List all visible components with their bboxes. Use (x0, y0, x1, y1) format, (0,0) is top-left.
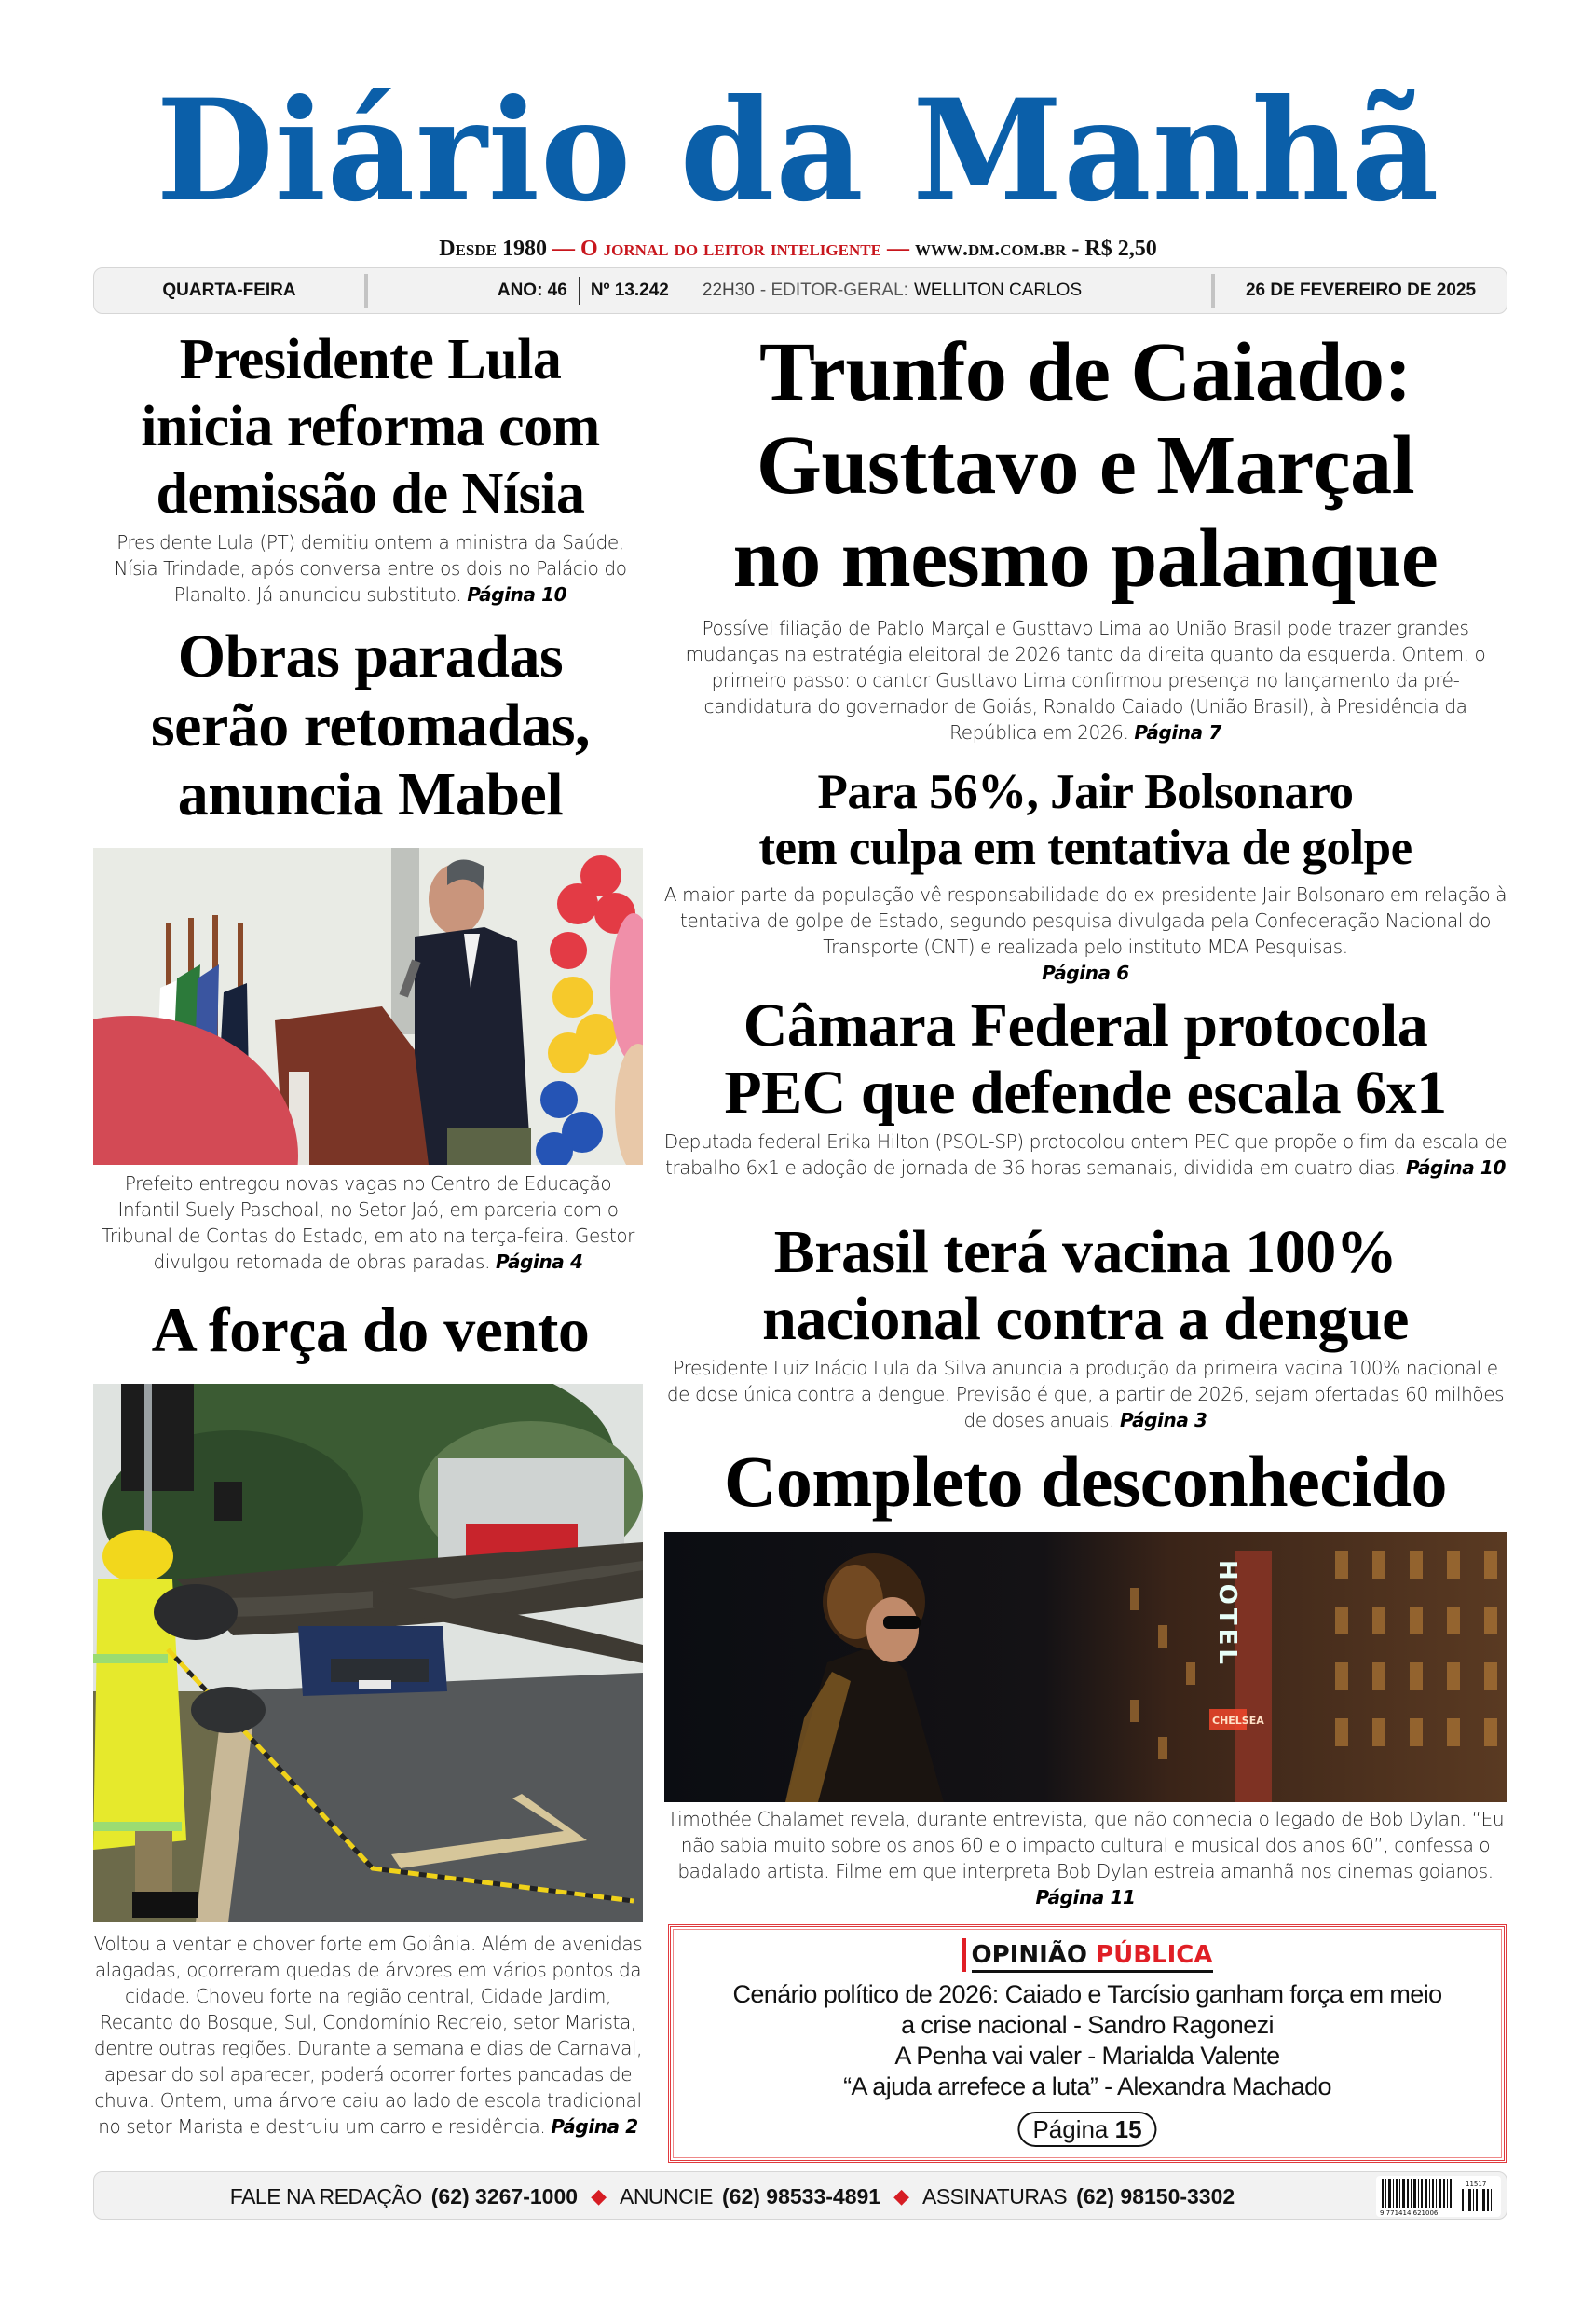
edition-info-bar (93, 267, 1507, 314)
contact-list (94, 2172, 1371, 2221)
tagline (0, 233, 1596, 265)
editor-label: - EDITOR-GERAL: (759, 280, 908, 300)
headline-line: nacional contra a dengue (762, 1285, 1409, 1353)
summary-text: Presidente Lula (PT) demitiu ontem a ministra da Saúde, Nísia Trindade, após conversa entre os dois no Palácio do Planalto. Já anunciou substituto. (114, 531, 627, 606)
summary-text: Possível filiação de Pablo Marçal e Gusttavo Lima ao União Brasil pode trazer grandes mudanças na estratégia eleitoral de 2026 tanto da direita quanto da esquerda. Ontem, o primeiro passo: o cantor Gusttavo Lima confirmou presença no lançamento da pré-candidatura do governador de Goiás, Ronaldo Caiado (União Brasil), à Presidência da República em 2026. (685, 617, 1486, 744)
title-part2: PÚBLICA (1096, 1941, 1213, 1969)
subs-phone[interactable]: (62) 98150-3302 (1076, 2183, 1235, 2208)
headline-line: demissão de Nísia (156, 462, 585, 526)
page-link[interactable]: Página 7 (1134, 721, 1221, 744)
headline-line: Obras paradas (177, 622, 564, 691)
headline[interactable] (662, 992, 1509, 1127)
divider (579, 277, 580, 305)
opinion-item[interactable]: “A ajuda arrefece a luta” - Alexandra Machado (843, 2072, 1331, 2100)
headline[interactable] (93, 326, 648, 527)
summary-text: Prefeito entregou novas vagas no Centro de Educação Infantil Suely Paschoal, no Setor Jaó, em parceria com o Tribunal de Contas do Estado, em ato na terça-feira. Gestor divulgou retomada de obras paradas. (101, 1172, 634, 1273)
edition-details (368, 268, 1211, 313)
tagline-dash: — (880, 237, 915, 261)
headline-line: Câmara Federal protocola (743, 991, 1428, 1060)
page-number: 15 (1114, 2115, 1142, 2143)
page-link[interactable]: Página 3 (1120, 1409, 1207, 1431)
summary-text: Presidente Luiz Inácio Lula da Silva anuncia a produção da primeira vacina 100% nacional e de dose única contra a dengue. Previsão é que, a partir de 2026, sejam ofertadas 60 milhões de doses anuais. (666, 1357, 1505, 1431)
page-link[interactable]: Página 10 (1405, 1156, 1506, 1179)
page-label: Página (1032, 2115, 1109, 2143)
page-link[interactable]: Página 10 (467, 583, 567, 606)
story-trunfo-caiado[interactable] (662, 326, 1509, 606)
summary (662, 1128, 1509, 1181)
story-vacina-dengue[interactable] (662, 1219, 1509, 1433)
summary-text: Timothée Chalamet revela, durante entrevista, que não conhecia o legado de Bob Dylan. “Eu não sabia muito sobre os anos 60 e o impacto cultural e musical dos anos 60”, confessa o badalado artista. Filme em que interpreta Bob Dylan estreia amanhã nos cinemas goianos. (666, 1808, 1505, 1882)
title-accent-bar (962, 1938, 966, 1972)
page-link[interactable]: Página 6 (1042, 962, 1129, 984)
photo-fallen-tree[interactable] (93, 1384, 643, 1922)
year-label: ANO: 46 (497, 280, 567, 300)
headline[interactable] (93, 622, 648, 829)
newspaper-logo[interactable]: Diário da Manhã (156, 69, 1440, 233)
contact-footer (93, 2171, 1507, 2220)
headline-line: anuncia Mabel (177, 760, 564, 828)
summary-trunfo-caiado (662, 615, 1509, 745)
newsroom-phone[interactable]: (62) 3267-1000 (430, 2183, 579, 2208)
photo-fallen-tree-image (93, 1384, 643, 1922)
headline-line: PEC que defende escala 6x1 (724, 1059, 1447, 1127)
lead-headline[interactable] (662, 326, 1509, 606)
photo-mayor-speech-image (93, 848, 643, 1165)
hotel-sign: HOTEL (1213, 1560, 1241, 1668)
opinion-item[interactable]: Cenário político de 2026: Caiado e Tarcísio ganham força em meio (732, 1980, 1442, 2008)
summary-filme (662, 1806, 1509, 1910)
page-link[interactable]: Página 11 (1035, 1886, 1136, 1908)
issue-number: Nº 13.242 (590, 280, 669, 300)
summary (662, 1355, 1509, 1433)
svg-text:9 771414 621006: 9 771414 621006 (1380, 2209, 1439, 2217)
story-bolsonaro-golpe[interactable] (662, 764, 1509, 986)
svg-text:11517: 11517 (1466, 2181, 1487, 2188)
summary-text: Voltou a ventar e chover forte em Goiânia. Além de avenidas alagadas, ocorreram quedas de árvores em vários pontos da cidade. Choveu forte na região central, Cidade Jardim, Recanto do Bosque, Sul, Condomínio Recreio, setor Marista, dentre outras regiões. Durante a semana e dias de Carnaval, apesar do sol aparecer, poderá ocorrer fortes pancadas de chuva. Ontem, uma árvore caiu ao lado de escola tradicional no setor Marista e destruiu um carro e residência. (93, 1933, 643, 2138)
story-pec-6x1[interactable] (662, 992, 1509, 1181)
headline[interactable] (662, 1219, 1509, 1353)
story-obras-mabel[interactable] (93, 622, 648, 829)
headline[interactable] (662, 764, 1509, 876)
opinion-box[interactable] (668, 1924, 1507, 2163)
summary-text: A maior parte da população vê responsabilidade do ex-presidente Jair Bolsonaro em relação à tentativa de golpe de Estado, segundo pesquisa divulgada pela Confederação Nacional do Transporte (CNT) e realizada pelo instituto MDA Pesquisas. (663, 883, 1507, 958)
tagline-url[interactable]: www.dm.com.br (914, 237, 1067, 261)
opinion-item[interactable]: A Penha vai valer - Marialda Valente (894, 2042, 1280, 2070)
ads-label: ANUNCIE (619, 2183, 713, 2208)
summary-forca-vento (93, 1931, 643, 2140)
subs-label: ASSINATURAS (922, 2183, 1068, 2208)
headline-forca-vento[interactable]: A força do vento (151, 1294, 590, 1365)
summary-obras (93, 1170, 643, 1275)
headline-line: Trunfo de Caiado: (759, 326, 1412, 418)
headline-line: Brasil terá vacina 100% (773, 1218, 1398, 1286)
headline-line: tem culpa em tentativa de golpe (758, 821, 1412, 875)
summary-text: Deputada federal Erika Hilton (PSOL-SP) protocolou ontem PEC que propõe o fim da escala de trabalho 6x1 e adoção de jornada de 36 horas semanais, dividida em quatro dias. (663, 1130, 1507, 1179)
headline-line: no mesmo palanque (732, 513, 1439, 605)
editor-name: WELLITON CARLOS (913, 280, 1083, 300)
opinion-list (671, 1979, 1504, 2102)
opinion-title (671, 1938, 1504, 1972)
summary (93, 529, 648, 608)
page-link[interactable]: Página 4 (496, 1251, 583, 1273)
diamond-icon: ◆ (591, 2184, 607, 2208)
photo-chalamet-image (664, 1532, 1507, 1802)
tagline-since: Desde 1980 (439, 237, 547, 261)
title-part1: OPINIÃO (971, 1941, 1087, 1969)
story-lula-reforma[interactable] (93, 326, 648, 608)
barcode-icon (1376, 2176, 1501, 2217)
opinion-page-button[interactable] (1017, 2112, 1156, 2147)
tagline-dash: — (547, 237, 580, 261)
headline-line: serão retomadas, (150, 691, 590, 759)
summary (662, 882, 1509, 986)
newsroom-label: FALE NA REDAÇÃO (229, 2183, 422, 2208)
photo-chalamet-hotel[interactable] (664, 1532, 1507, 1802)
headline-completo-desconhecido[interactable]: Completo desconhecido (724, 1441, 1447, 1522)
tagline-slogan: O jornal do leitor inteligente (580, 237, 881, 261)
headline-line: inicia reforma com (141, 395, 600, 458)
edition-date: 26 DE FEVEREIRO DE 2025 (1245, 280, 1477, 300)
diamond-icon: ◆ (893, 2184, 909, 2208)
ads-phone[interactable]: (62) 98533-4891 (722, 2183, 881, 2208)
photo-mayor-speech[interactable] (93, 848, 643, 1165)
headline-line: Presidente Lula (179, 328, 562, 391)
opinion-item[interactable]: a crise nacional - Sandro Ragonezi (901, 2011, 1274, 2039)
headline-line: Gusttavo e Marçal (756, 419, 1415, 512)
page-link[interactable]: Página 2 (551, 2115, 638, 2138)
edition-time: 22H30 (702, 280, 755, 300)
tagline-price: - R$ 2,50 (1066, 237, 1157, 261)
headline-line: Para 56%, Jair Bolsonaro (817, 765, 1354, 819)
chelsea-sign: CHELSEA (1212, 1715, 1264, 1727)
weekday: QUARTA-FEIRA (162, 280, 296, 300)
